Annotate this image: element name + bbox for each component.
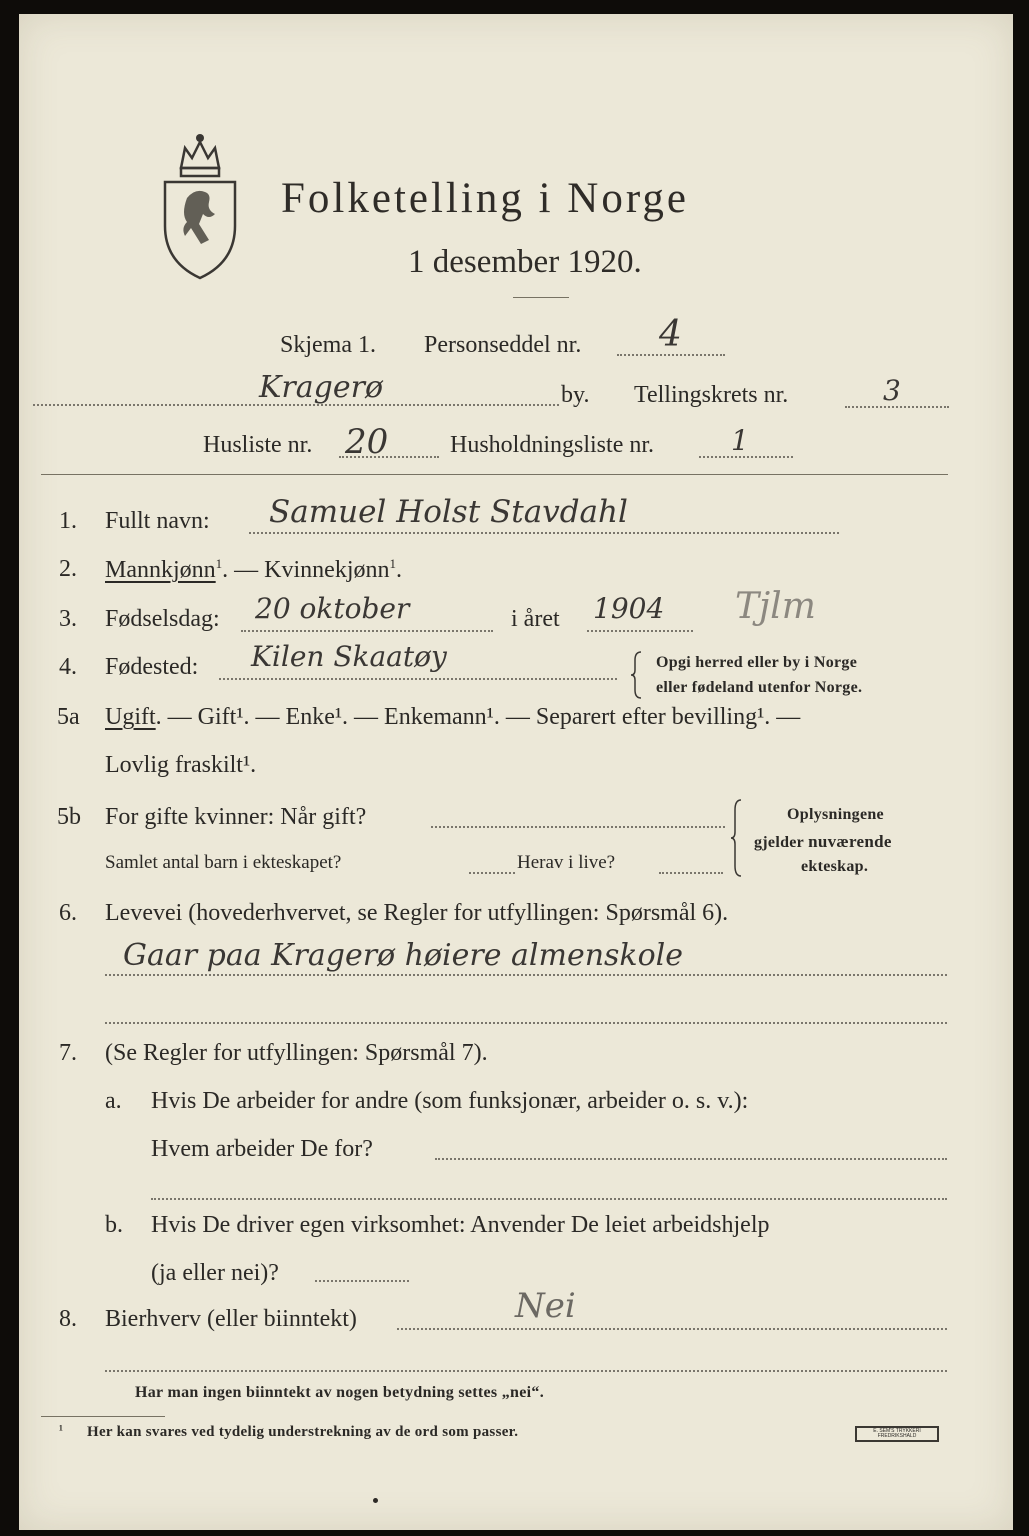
birthplace-note-2: eller fødeland utenfor Norge. <box>656 679 863 696</box>
q2-number: 2. <box>59 556 77 582</box>
tellingskrets-value[interactable]: 3 <box>883 374 901 407</box>
side-income-value[interactable]: Nei <box>515 1286 576 1326</box>
q1-number: 1. <box>59 508 77 534</box>
q7b-text-2: (ja eller nei)? <box>151 1260 279 1286</box>
birthplace-value[interactable]: Kilen Skaatøy <box>251 640 447 673</box>
q5a-number: 5a <box>57 704 80 730</box>
birth-year-value[interactable]: 1904 <box>593 592 665 625</box>
q7-number: 7. <box>59 1040 77 1066</box>
q3-label: Fødselsdag: <box>105 606 220 632</box>
q6-label: Levevei (hovederhvervet, se Regler for utfyllingen: Spørsmål 6). <box>105 900 729 926</box>
q8-number: 8. <box>59 1306 77 1332</box>
schema-label: Skjema 1. <box>280 332 376 358</box>
q1-label: Fullt navn: <box>105 508 210 534</box>
ink-dot <box>373 1498 378 1503</box>
q5b-label-2: Samlet antal barn i ekteskapet? <box>105 852 342 873</box>
note-brace-icon <box>631 650 643 700</box>
footnote-divider <box>41 1416 165 1417</box>
q7b-text: Hvis De driver egen virksomhet: Anvender De leiet arbeidshjelp <box>151 1212 770 1238</box>
marriage-brace-icon <box>731 798 743 878</box>
personseddel-label: Personseddel nr. <box>424 332 582 358</box>
q5b-number: 5b <box>57 804 81 830</box>
occupation-value[interactable]: Gaar paa Kragerø høiere almenskole <box>123 938 684 973</box>
personseddel-value[interactable]: 4 <box>659 314 682 355</box>
by-label: by. <box>561 382 590 408</box>
city-value[interactable]: Kragerø <box>259 370 383 405</box>
hired-help-field[interactable] <box>315 1280 409 1282</box>
q5b-label-3: Herav i live? <box>517 852 616 873</box>
q3-number: 3. <box>59 606 77 632</box>
husliste-value[interactable]: 20 <box>345 422 389 462</box>
q4-number: 4. <box>59 654 77 680</box>
marriage-note-1: Oplysningene <box>787 806 884 823</box>
printer-stamp: E. SEM'S TRYKKERI FREDRIKSHALD <box>855 1426 939 1442</box>
birthplace-note-1: Opgi herred eller by i Norge <box>656 654 858 671</box>
title-divider <box>513 297 569 298</box>
q8-label: Bierhverv (eller biinntekt) <box>105 1306 357 1332</box>
census-form <box>19 14 1013 1530</box>
q6-number: 6. <box>59 900 77 926</box>
footnote-mark: ¹ <box>59 1422 64 1437</box>
q5b-label-1: For gifte kvinner: Når gift? <box>105 804 367 830</box>
marriage-note-3: ekteskap. <box>801 858 869 875</box>
birthday-value[interactable]: 20 oktober <box>255 592 410 625</box>
side-income-note: Har man ingen biinntekt av nogen betydning settes „nei“. <box>135 1384 544 1401</box>
q7a-text-2: Hvem arbeider De for? <box>151 1136 373 1162</box>
option-female[interactable]: Kvinnekjønn <box>264 557 390 583</box>
gender-options: Mannkjønn$^1$. — Kvinnekjønn$^1$. <box>105 556 402 583</box>
option-ugift-selected[interactable]: Ugift <box>105 704 156 730</box>
husholdningsliste-label: Husholdningsliste nr. <box>450 432 655 458</box>
marital-options-line2: Lovlig fraskilt¹. <box>105 752 257 778</box>
header-divider <box>41 474 948 475</box>
husholdningsliste-value[interactable]: 1 <box>731 424 749 457</box>
q7a-text: Hvis De arbeider for andre (som funksjonær, arbeider o. s. v.): <box>151 1088 749 1114</box>
q7-label: (Se Regler for utfyllingen: Spørsmål 7). <box>105 1040 488 1066</box>
margin-note: Tjlm <box>735 586 816 627</box>
full-name-value[interactable]: Samuel Holst Stavdahl <box>269 494 628 530</box>
employer-field[interactable] <box>435 1158 947 1160</box>
norwegian-coat-of-arms-icon <box>159 126 241 286</box>
q4-label: Fødested: <box>105 654 199 680</box>
census-date: 1 desember 1920. <box>408 244 642 280</box>
form-title: Folketelling i Norge <box>281 175 689 222</box>
option-male-selected[interactable]: Mannkjønn <box>105 557 216 583</box>
q7b-letter: b. <box>105 1212 123 1238</box>
q3-year-label: i året <box>511 606 560 632</box>
marriage-note-2: gjelder nuværende <box>754 832 892 851</box>
footnote-text: Her kan svares ved tydelig understrekning av de ord som passer. <box>87 1424 519 1440</box>
husliste-label: Husliste nr. <box>203 432 313 458</box>
q7a-letter: a. <box>105 1088 122 1114</box>
tellingskrets-label: Tellingskrets nr. <box>634 382 789 408</box>
marital-options: Ugift. — Gift¹. — Enke¹. — Enkemann¹. — Separert efter bevilling¹. — <box>105 704 801 730</box>
